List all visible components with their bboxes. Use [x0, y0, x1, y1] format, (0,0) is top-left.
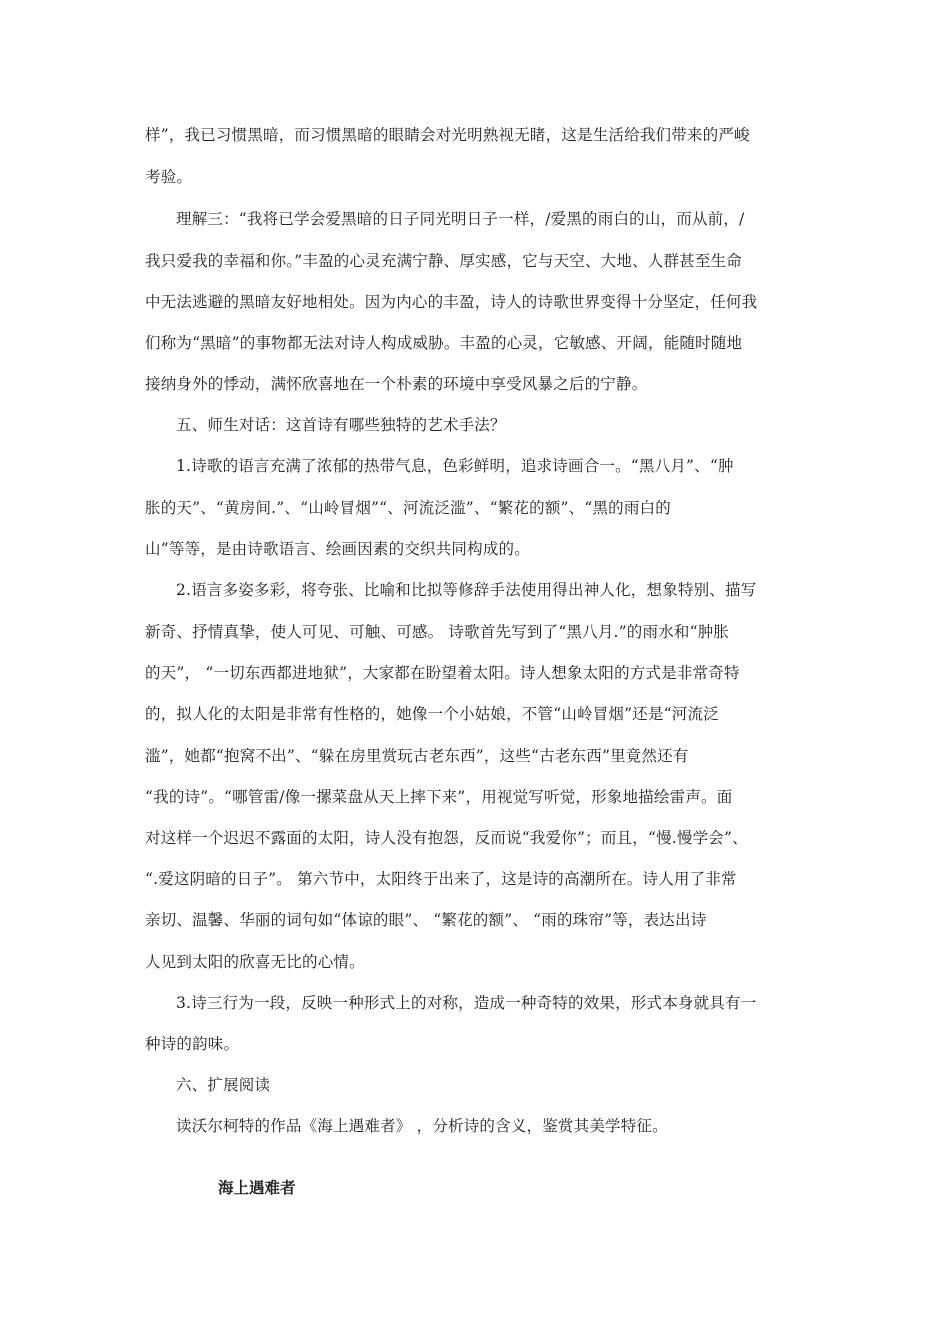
section-heading-six: 六、扩展阅读 [176, 1076, 271, 1094]
section-heading-five: 五、师生对话：这首诗有哪些独特的艺术手法？ [176, 416, 506, 434]
paragraph-line: 种诗的韵味。 [145, 1035, 240, 1053]
paragraph-line: 我只爱我的幸福和你。”丰盈的心灵充满宁静、厚实感，它与天空、大地、人群甚至生命 [145, 252, 742, 270]
paragraph-line: 样”，我已习惯黑暗，而习惯黑暗的眼睛会对光明熟视无睹，这是生活给我们带来的严峻 [145, 126, 750, 144]
paragraph-line: 接纳身外的悸动，满怀欣喜地在一个朴素的环境中享受风暴之后的宁静。 [145, 375, 648, 393]
paragraph-line: 的天”， “一切东西都进地狱”，大家都在盼望着太阳。诗人想象太阳的方式是非常奇特 [145, 664, 740, 682]
paragraph-line: 理解三：“我将已学会爱黑暗的日子同光明日子一样，/爱黑的雨白的山，而从前，/ [176, 210, 745, 228]
paragraph-line: 2.语言多姿多彩，将夸张、比喻和比拟等修辞手法使用得出神人化，想象特别、描写 [176, 581, 757, 599]
paragraph-line: “.爱这阴暗的日子”。 第六节中，太阳终于出来了，这是诗的高潮所在。诗人用了非常 [145, 870, 737, 888]
poem-title: 海上遇难者 [218, 1179, 296, 1197]
paragraph-line: 山”等等，是由诗歌语言、绘画因素的交织共同构成的。 [145, 540, 530, 558]
paragraph-line: 们称为“黑暗”的事物都无法对诗人构成威胁。丰盈的心灵，它敏感、开阔，能随时随地 [145, 334, 743, 352]
paragraph-line: 对这样一个迟迟不露面的太阳，诗人没有抱怨，反而说“我爱你”；而且，“慢.慢学会”、 [145, 829, 748, 847]
paragraph-line: 滥”，她都“抱窝不出”、“躲在房里赏玩古老东西”，这些“古老东西”里竟然还有 [145, 747, 689, 765]
paragraph-line: 读沃尔柯特的作品《海上遇难者》 ，分析诗的含义，鉴赏其美学特征。 [176, 1117, 668, 1135]
paragraph-line: 人见到太阳的欣喜无比的心情。 [145, 953, 365, 971]
paragraph-line: 新奇、抒情真挚，使人可见、可触、可感。 诗歌首先写到了“黑八月.”的雨水和“肿胀 [145, 623, 730, 641]
paragraph-line: 3.诗三行为一段，反映一种形式上的对称，造成一种奇特的效果，形式本身就具有一 [176, 994, 757, 1012]
paragraph-line: “我的诗”。“哪管雷/像一摞菜盘从天上摔下来”，用视觉写听觉，形象地描绘雷声。面 [145, 788, 733, 806]
paragraph-line: 中无法逃避的黑暗友好地相处。因为内心的丰盈，诗人的诗歌世界变得十分坚定，任何我 [145, 293, 758, 311]
paragraph-line: 1.诗歌的语言充满了浓郁的热带气息，色彩鲜明，追求诗画合一。“黑八月”、“肿 [176, 457, 734, 475]
paragraph-line: 亲切、温馨、华丽的词句如“体谅的眼”、 “繁花的额”、 “雨的珠帘”等，表达出诗 [145, 911, 707, 929]
paragraph-line: 的，拟人化的太阳是非常有性格的，她像一个小姑娘，不管“山岭冒烟”还是“河流泛 [145, 705, 719, 723]
paragraph-line: 胀的天”、“黄房间.”、“山岭冒烟”“、河流泛滥”、“繁花的额”、“黑的雨白的 [145, 499, 671, 517]
paragraph-line: 考验。 [145, 168, 193, 186]
